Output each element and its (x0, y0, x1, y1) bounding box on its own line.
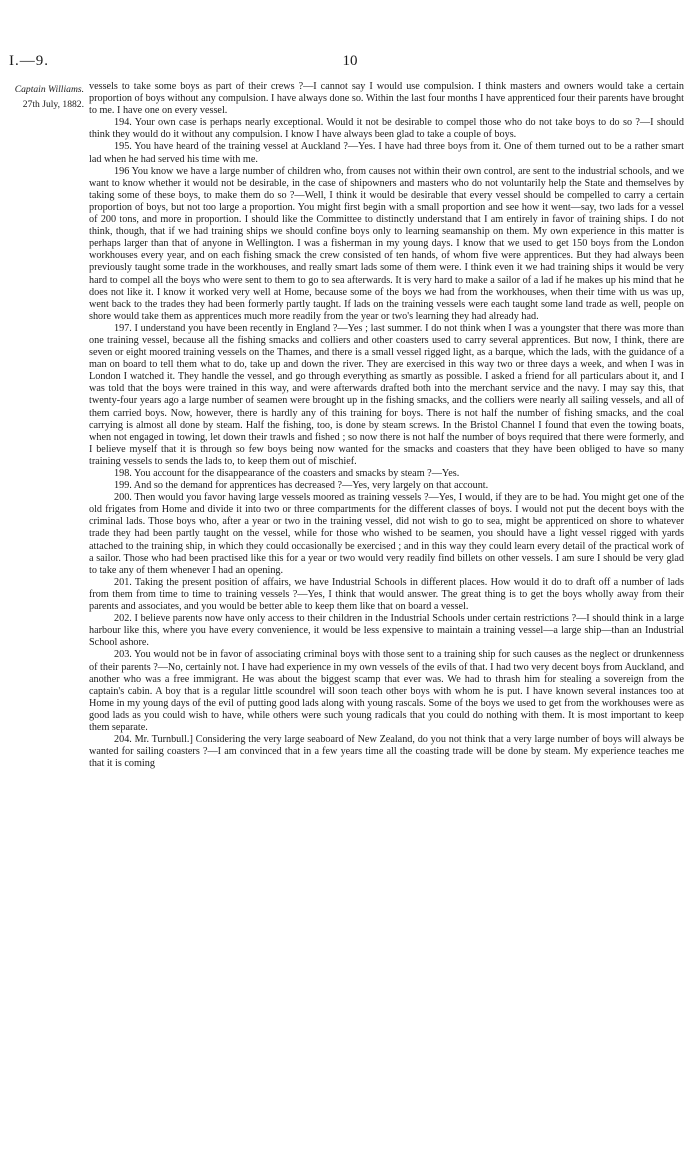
paragraph-203: 203. You would not be in favor of associating criminal boys with those sent to a training ship for such causes as the neglect or drunkenness of their parents ?—No, certainly not. I have had experience in my own vessels of the evils of that. I had two very decent boys from Auckland, and another who was a free immigrant. He was about the biggest scamp that ever was. We had to thrash him for stealing a sovereign from the captain's cabin. A boy that is a regular little scoundrel will soon teach other boys with whom he is put. I have known several instances too at Home in my young days of the evil of putting good lads along with young rascals. Some of the boys we used to get from the workhouses were as good lads as you could wish to have, while others were such young radicals that you could do nothing with them. It is most important to keep them separate. (89, 649, 684, 733)
paragraph-194: 194. Your own case is perhaps nearly exceptional. Would it not be desirable to compel those who do not take boys to do so ?—I should think they would do it without any compulsion. I know I have always been glad to take a couple of boys. (89, 117, 684, 141)
paragraph-198: 198. You account for the disappearance of the coasters and smacks by steam ?—Yes. (114, 468, 460, 479)
evidence-text (89, 81, 684, 770)
paragraph-201: 201. Taking the present position of affairs, we have Industrial Schools in different places. How would it do to draft off a number of lads from them from time to time to training vessels ?—Yes, I think that would answer. The great thing is to get the boys wholly away from their parents and associates, and you would be better able to keep them like that on board a vessel. (89, 576, 684, 613)
paragraph-199: 199. And so the demand for apprentices has decreased ?—Yes, very largely on that account. (114, 480, 489, 492)
paragraph-197: 197. I understand you have been recently in England ?—Yes ; last summer. I do not think when I was a youngster that there was more than one training vessel, because all the fishing smacks and colliers and other coasters used to carry several apprentices. But now, I think, there are seven or eight moored training vessels on the Thames, and there is a small vessel rigged light, as a barque, which the lads, with the guidance of a man on board to tell them what to do, take up and down the river. They are exercised in this way two or three days a week, and when I was in London I watched it. They handle the vessel, and go through everything as smartly as possible. I asked a friend for all particulars about it, and I was told that the boys were trained in this way, and were afterwards drafted both into the merchant service and the navy. I may say this, that twenty-four years ago a large number of seamen were brought up in the fishing smacks, and the colliers were nearly all sailing vessels, and all of them carried boys. Now, however, there is hardly any of this training for boys. There is not half the number of fishing smacks, and the coal carrying is almost all done by steam. Half the fishing, too, is done by steam screws. In the Bristol Channel I found that even the towing boats, when not engaged in towing, let down their trawls and fished ; so now there is not half the number of boys required that there were formerly, and I believe myself that it is through so few boys being now wanted for the smacks and coasters that they have been obliged to have so many training vessels to sends the lads to, to keep them out of mischief. (89, 322, 684, 467)
report-code: I.—9. (9, 53, 49, 69)
paragraph-196: 196 You know we have a large number of children who, from causes not within their own control, are sent to the industrial schools, and we want to know whether it would not be desirable, in the case of shipowners and masters who do not voluntarily help the State and themselves by taking some of these boys, to make them do so ?—Well, I think it would be desirable that every vessel should be compelled to carry a certain proportion of boys, but not too large a proportion. You might first begin with a small proportion and see how it went—say, two lads for a vessel of 200 tons, and more in proportion. I should like the Committee to distinctly understand that I am entirely in favor of training ships. I do not think, though, that if we had training ships we should confine boys only to learning seamanship on them. My own experience in this matter is perhaps larger than that of anyone in Wellington. I was a fisherman in my young days. I know that we used to get 150 boys from the London workhouses every year, and on each fishing smack the crew consisted of ten hands, of whom five were apprentices. But they had always been previously taught some trade in the workhouses, and really smart lads some of them were. I think even it we had training ships it would be very hard to compel all the boys who were sent to them to go to sea afterwards. It is very hard to make a sailor of a lad if he makes up his mind that he does not like it. I know it worked very well at Home, because some of the boys we had from the workhouses, when their time with us was up, went back to the trades they had been formerly partly taught. If lads on the training vessels were each taught some land trade as well, people on shore would take them as apprentices much more readily from the year or two's learning they had already had. (89, 165, 684, 322)
margin-date: 27th July, 1882. (22, 98, 84, 110)
paragraph-202: 202. I believe parents now have only access to their children in the Industrial Schools under certain restrictions ?—I should think in a large harbour like this, where you have every convenience, it would be less expensive to maintain a training vessel—a large ship—than an Industrial School ashore. (89, 613, 684, 649)
paragraph-204: 204. Mr. Turnbull.] Considering the very large seaboard of New Zealand, do you not think that a very large number of boys will always be wanted for sailing coasters ?—I am convinced that in a few years time all the coasting trade will be done by steam. My experience teaches me that it is coming (89, 734, 684, 770)
margin-witness: Captain Williams. (14, 84, 84, 95)
page-number: 10 (342, 53, 358, 69)
paragraph-195: 195. You have heard of the training vessel at Auckland ?—Yes. I have had three boys from it. One of them turned out to be a rather smart lad when he had served his time with me. (89, 141, 684, 165)
margin-note (2, 83, 84, 112)
paragraph-continued: vessels to take some boys as part of their crews ?—I cannot say I would use compulsion. I think masters and owners would take a certain proportion of boys without any compulsion. I have always done so. Within the last four months I have apprenticed four their parents have brought to me. I have one on every vessel. (89, 81, 684, 117)
paragraph-200: 200. Then would you favor having large vessels moored as training vessels ?—Yes, I would, if they are to be had. You might get one of the old frigates from Home and divide it into two or three compartments for the different classes of boys. I would not put the decent boys with the criminal lads. Those boys who, after a year or two in the training vessel, did not wish to go to sea, might be apprenticed on shore to whatever trade they had been partly taught on the vessel, while for those who wished to be seamen, you should have a light vessel rigged with yards attached to the training ship, in which they could occasionally be exercised ; and in this way they could learn every detail of the practical work of a sailor. Those who had been practised like this for a year or two would very readily find billets on other vessels. I am sure I should be very glad to take any of them whenever I had an opening. (89, 492, 684, 576)
